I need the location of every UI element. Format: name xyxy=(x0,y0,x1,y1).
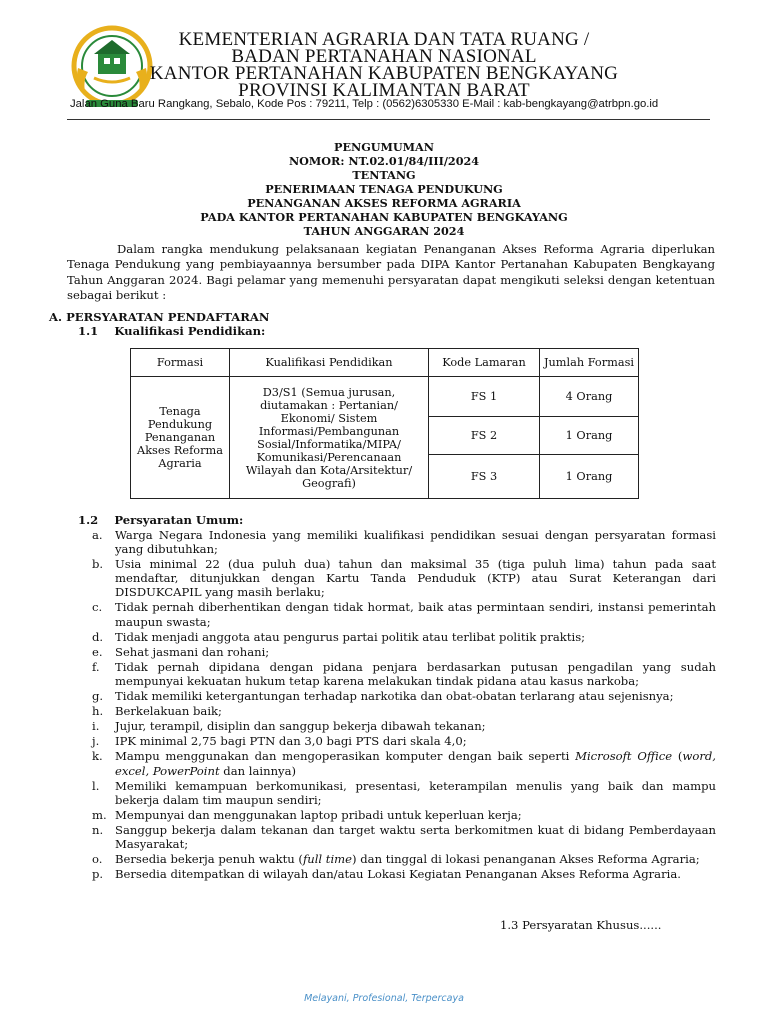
footer-motto: Melayani, Profesional, Terpercaya xyxy=(304,993,464,1004)
general-requirements-list xyxy=(92,528,716,882)
col-header-kualifikasi: Kualifikasi Pendidikan xyxy=(230,349,429,377)
intro-paragraph xyxy=(67,242,715,304)
subsection-1-1-heading: 1.1 Kualifikasi Pendidikan: xyxy=(78,324,266,338)
list-marker: i. xyxy=(92,719,100,734)
continuation-note: 1.3 Persyaratan Khusus...... xyxy=(500,918,662,932)
list-marker: l. xyxy=(92,778,100,793)
list-item xyxy=(92,704,716,718)
list-text: Tidak memiliki ketergantungan terhadap narkotika dan obat-obatan terlarang atau sejenisnya; xyxy=(115,689,674,704)
list-text: Berkelakuan baik; xyxy=(115,704,222,719)
list-text: Tidak pernah dipidana dengan pidana penjara berdasarkan putusan pengadilan yang sudah mempunyai kekuatan hukum tetap karena melakukan tindak pidana atau kasus narkoba; xyxy=(115,659,716,688)
ministry-name-line2: BADAN PERTANAHAN NASIONAL xyxy=(231,46,537,67)
list-marker: e. xyxy=(92,644,103,659)
list-item xyxy=(92,600,716,628)
list-item xyxy=(92,779,716,807)
list-item xyxy=(92,867,716,881)
cell-jumlah: 1 Orang xyxy=(540,417,639,455)
list-item xyxy=(92,808,716,822)
list-text: IPK minimal 2,75 bagi PTN dan 3,0 bagi PTS dari skala 4,0; xyxy=(115,734,467,749)
table-header-row xyxy=(131,349,639,377)
list-item xyxy=(92,823,716,851)
doc-number: NOMOR: NT.02.01/84/III/2024 xyxy=(288,154,480,168)
section-a-heading: A. PERSYARATAN PENDAFTARAN xyxy=(49,310,270,324)
list-item xyxy=(92,528,716,556)
list-marker: b. xyxy=(92,557,104,572)
header-divider xyxy=(67,119,710,120)
list-marker: a. xyxy=(92,528,103,542)
list-text: Memiliki kemampuan berkomunikasi, presentasi, keterampilan menulis yang baik dan mampu bekerja dalam tim maupun sendiri; xyxy=(115,778,716,807)
list-text: Mampu menggunakan dan mengoperasikan komputer dengan baik seperti Microsoft Office (word, excel, PowerPoint dan lainnya) xyxy=(115,749,716,778)
list-item xyxy=(92,734,716,748)
list-item xyxy=(92,660,716,688)
list-marker: n. xyxy=(92,822,104,837)
cell-formasi: Tenaga Pendukung Penanganan Akses Reforma Agraria xyxy=(131,377,230,499)
col-header-jumlah: Jumlah Formasi xyxy=(540,349,639,377)
list-marker: f. xyxy=(92,659,100,674)
list-item xyxy=(92,645,716,659)
list-marker: m. xyxy=(92,807,107,822)
doc-subject-line2: PENANGANAN AKSES REFORMA AGRARIA xyxy=(247,196,521,210)
subsection-1-2-heading: 1.2 Persyaratan Umum: xyxy=(78,513,244,527)
list-text: Bersedia bekerja penuh waktu (full time) dan tinggal di lokasi penanganan Akses Reforma Agraria; xyxy=(115,852,700,867)
list-marker: c. xyxy=(92,600,103,615)
list-text: Mempunyai dan menggunakan laptop pribadi untuk keperluan kerja; xyxy=(115,807,522,822)
cell-kode: FS 2 xyxy=(429,417,540,455)
list-text: Sehat jasmani dan rohani; xyxy=(115,644,270,659)
list-item xyxy=(92,557,716,599)
province-name: PROVINSI KALIMANTAN BARAT xyxy=(238,80,530,101)
list-item xyxy=(92,852,716,866)
list-marker: g. xyxy=(92,689,104,704)
list-marker: j. xyxy=(92,734,100,749)
list-text: Bersedia ditempatkan di wilayah dan/atau Lokasi Kegiatan Penanganan Akses Reforma Agraria. xyxy=(115,867,681,882)
list-item xyxy=(92,719,716,733)
list-marker: p. xyxy=(92,867,104,882)
cell-kualifikasi: D3/S1 (Semua jurusan, diutamakan : Pertanian/ Ekonomi/ Sistem Informasi/Pembangunan Sosial/Informatika/MIPA/ Komunikasi/Perencanaan Wilayah dan Kota/Arsitektur/ Geografi) xyxy=(230,377,429,499)
office-address: Jalan Guna Baru Rangkang, Sebalo, Kode Pos : 79211, Telp : (0562)6305330 E-Mail : kab-bengkayang@atrbpn.go.id xyxy=(70,98,659,110)
cell-jumlah: 4 Orang xyxy=(540,377,639,417)
col-header-formasi: Formasi xyxy=(131,349,230,377)
doc-subject-line3: PADA KANTOR PERTANAHAN KABUPATEN BENGKAYANG xyxy=(200,210,568,224)
list-item xyxy=(92,689,716,703)
intro-text: Dalam rangka mendukung pelaksanaan kegiatan Penanganan Akses Reforma Agraria diperlukan Tenaga Pendukung yang pembiayaannya bersumber pada DIPA Kantor Pertanahan Kabupaten Bengkayang Tahun Anggaran 2024. Bagi pelamar yang memenuhi persyaratan dapat mengikuti seleksi dengan ketentuan sebagai berikut : xyxy=(67,242,715,303)
doc-tentang: TENTANG xyxy=(352,168,416,182)
table-row xyxy=(131,377,639,417)
letterhead xyxy=(0,0,768,125)
list-text: Jujur, terampil, disiplin dan sanggup bekerja dibawah tekanan; xyxy=(115,719,486,734)
doc-subject-line4: TAHUN ANGGARAN 2024 xyxy=(303,224,465,238)
cell-kode: FS 3 xyxy=(429,455,540,499)
col-header-kode: Kode Lamaran xyxy=(429,349,540,377)
list-text: Warga Negara Indonesia yang memiliki kualifikasi pendidikan sesuai dengan persyaratan formasi yang dibutuhkan; xyxy=(115,528,716,557)
list-marker: o. xyxy=(92,852,103,867)
doc-subject-line1: PENERIMAAN TENAGA PENDUKUNG xyxy=(265,182,503,196)
office-name: KANTOR PERTANAHAN KABUPATEN BENGKAYANG xyxy=(149,63,619,84)
list-marker: h. xyxy=(92,704,104,719)
list-text: Tidak pernah diberhentikan dengan tidak hormat, baik atas permintaan sendiri, instansi pemerintah maupun swasta; xyxy=(115,600,716,629)
list-text: Usia minimal 22 (dua puluh dua) tahun dan maksimal 35 (tiga puluh lima) tahun pada saat mendaftar, ditunjukkan dengan Kartu Tanda Penduduk (KTP) atau Surat Keterangan dari DISDUKCAPIL yang masih berlaku; xyxy=(115,557,716,600)
doc-title-pengumuman: PENGUMUMAN xyxy=(334,140,434,154)
ministry-name-line1: KEMENTERIAN AGRARIA DAN TATA RUANG / xyxy=(178,29,590,50)
list-marker: d. xyxy=(92,629,104,644)
list-item xyxy=(92,749,716,777)
list-marker: k. xyxy=(92,749,103,764)
education-qualification-table xyxy=(130,348,639,499)
list-item xyxy=(92,630,716,644)
list-text: Sanggup bekerja dalam tekanan dan target waktu serta berkomitmen kuat di bidang Pemberdayaan Masyarakat; xyxy=(115,822,716,851)
cell-kode: FS 1 xyxy=(429,377,540,417)
list-text: Tidak menjadi anggota atau pengurus partai politik atau terlibat politik praktis; xyxy=(115,629,586,644)
cell-jumlah: 1 Orang xyxy=(540,455,639,499)
